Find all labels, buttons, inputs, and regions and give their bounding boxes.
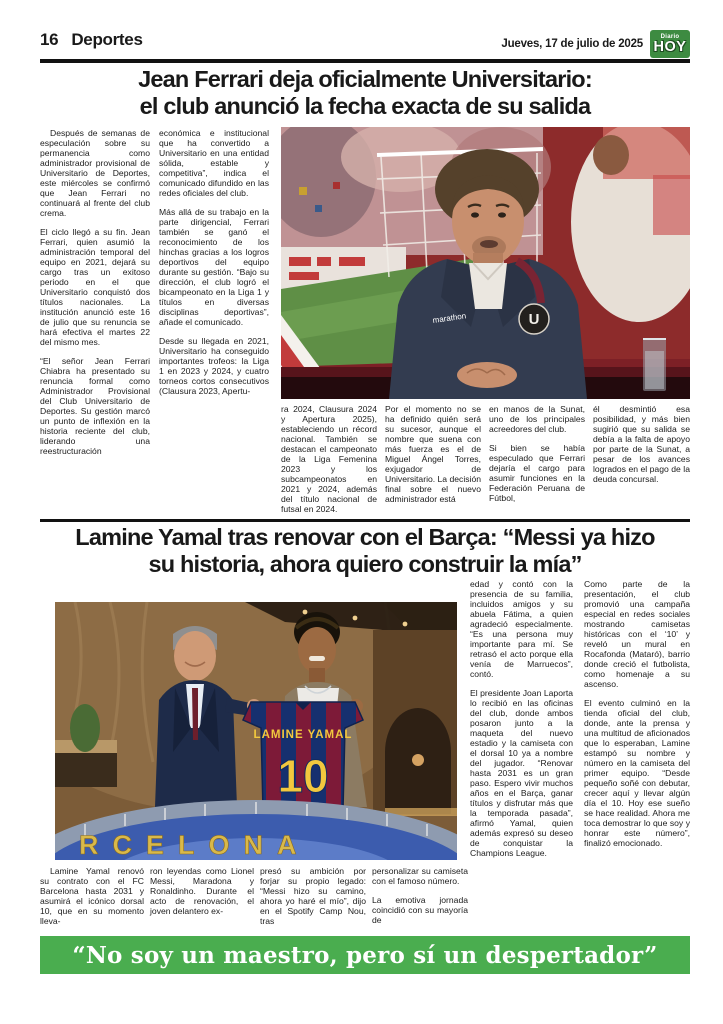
- article2-column-2: [150, 866, 254, 916]
- paragraph: en manos de la Sunat, uno de los principales acreedores del club.: [489, 404, 585, 434]
- paragraph: ron leyendas como Lionel Messi, Maradona y Ronaldinho. Durante el acto de renovación, el joven delantero ex-: [150, 866, 254, 916]
- headline-line: su historia, ahora quiero construir la mía”: [148, 551, 582, 577]
- article1-column-2: [159, 128, 269, 396]
- paragraph: él desmintió esa posibilidad, y más bien sugirió que su salida se debía a la falta de apoyo por parte de la Sunat, a pesar de los avances logrados en el pago de la deuda concursal.: [593, 404, 690, 484]
- jersey-number-text: 10: [277, 750, 329, 802]
- paragraph: Como parte de la presentación, el club promovió una campaña especial en redes sociales mostrando camisetas históricas con el ‘10’ y reveló un mural en Rocafonda (Mataró), barrio donde creció el futbolista, como homenaje a su ascenso.: [584, 579, 690, 689]
- quote-banner: [40, 936, 690, 974]
- paragraph: Por el momento no se ha definido quién será su sucesor, aunque el nombre que suena con más fuerza es el de Miguel Ángel Torres, exjugador de Universitario. La decisión final sobre el nuevo administrador está: [385, 404, 482, 504]
- press-conference-illustration: [281, 127, 690, 399]
- article2-headline: [38, 524, 692, 578]
- article2-column-3: [260, 866, 366, 926]
- universitario-crest-letter: U: [528, 311, 540, 328]
- svg-text:marathon: marathon: [432, 311, 467, 325]
- headline-line: el club anunció la fecha exacta de su salida: [139, 93, 591, 119]
- section-title: Deportes: [71, 30, 143, 49]
- article1-column-6: [593, 404, 690, 484]
- article2-column-4: [372, 866, 468, 925]
- headline-line: Lamine Yamal tras renovar con el Barça: “Messi ya hizo: [75, 524, 655, 550]
- stadium-model-letters: RCELONA: [79, 830, 311, 860]
- article1-column-4: [385, 404, 481, 504]
- paragraph: edad y contó con la presencia de su familia, incluidos amigos y su abuela Fátima, a quien agradeció especialmente. “Es una persona muy importante para mí. Se retrasó el acto porque ella venía de Marruecos”, contó.: [470, 579, 573, 679]
- paragraph: El ciclo llegó a su fin. Jean Ferrari, quien asumió la administración temporal del equipo en 2021, dejará su cargo tras un exitoso periodo en el que Universitario conquistó dos títulos nacionales. La institución anunció este 16 de julio que su renuncia se hará efectiva el martes 22 del mismo mes.: [40, 227, 150, 347]
- paragraph: Si bien se había especulado que Ferrari dejaría el cargo para asumir funciones en la Federación Peruana de Fútbol,: [489, 443, 585, 503]
- article2-column-5: [470, 579, 573, 858]
- article2-column-1: [40, 866, 144, 926]
- photo-jean-ferrari-press-conference: [281, 127, 690, 399]
- paragraph: El presidente Joan Laporta lo recibió en las oficinas del club, donde ambos posaron junto a la maqueta del nuevo estadio y la camiseta con el dorsal 10 ya a nombre del jugador. “Renovar hasta 2031 es un gran paso. Espero vivir muchos años en el Barça, ganar títulos y disfrutar más que la temporada pasada”, afirmó Yamal, quien además expresó su deseo de conquistar la Champions League.: [470, 688, 573, 858]
- jersey-name-text: LAMINE YAMAL: [253, 729, 353, 741]
- paragraph: Después de semanas de especulación sobre su permanencia como administrador provisional de Universitario de Deportes, este miércoles se confirmó que Jean Ferrari no continuará al frente del club crema.: [40, 128, 150, 218]
- dateline: [501, 30, 690, 58]
- paragraph: Más allá de su trabajo en la parte dirigencial, Ferrari también se ganó el reconocimiento de los hinchas gracias a los logros deportivos del equipo durante su gestión. “Bajo su dirección, el club logró el bicampeonato en la Liga 1 y títulos en diversas disciplinas deportivas”, añade el comunicado.: [159, 207, 269, 327]
- logo-main-text: HOY: [653, 38, 687, 55]
- logo-top-text: Diario: [660, 33, 680, 40]
- article-divider-rule: [40, 519, 690, 522]
- photo-lamine-yamal-renewal: [55, 602, 457, 860]
- diario-hoy-logo: [650, 30, 690, 58]
- paragraph: La emotiva jornada coincidió con su mayoría de: [372, 895, 468, 925]
- paragraph: Desde su llegada en 2021, Universitario ha conseguido importantes trofeos: la Liga 1 en 2023 y 2024, y cuatro torneos cortos consecutivos (Clausura 2023, Apertu-: [159, 336, 269, 396]
- paragraph: personalizar su camiseta con el famoso número.: [372, 866, 468, 886]
- header-rule: [40, 59, 690, 63]
- section-masthead: [40, 30, 143, 50]
- paragraph: presó su ambición por forjar su propio legado: “Messi hizo su camino, ahora yo haré el mío”, dijo en el Spotify Camp Nou, tras: [260, 866, 366, 926]
- quote-text: “No soy un maestro, pero sí un despertador”: [72, 941, 658, 969]
- paragraph: Lamine Yamal renovó su contrato con el FC Barcelona hasta 2031 y asumirá el icónico dorsal 10, que en su momento lleva-: [40, 866, 144, 926]
- issue-date: Jueves, 17 de julio de 2025: [501, 38, 643, 50]
- article1-column-1: [40, 128, 150, 456]
- paragraph: ra 2024, Clausura 2024 y Apertura 2025), estableciendo un récord nacional. También se destacan el campeonato de la Liga Femenina 2023 y los subcampeonatos en 2021 y 2024, además del título nacional de futsal en 2024.: [281, 404, 377, 514]
- article2-column-6: [584, 579, 690, 848]
- article1-column-5: [489, 404, 585, 503]
- page-number: 16: [40, 30, 59, 49]
- paragraph: “El señor Jean Ferrari Chiabra ha presentado su renuncia formal como Administrador Provisional del Club Universitario de Deportes. Su gestión marcó un punto de inflexión en la historia reciente del club, liderando una reestructuración: [40, 356, 150, 456]
- headline-line: Jean Ferrari deja oficialmente Universitario:: [138, 66, 592, 92]
- article1-column-3: [281, 404, 377, 514]
- article1-headline: [38, 66, 692, 120]
- paragraph: económica e institucional que ha convertido a Universitario en una entidad sólida, estable y competitiva”, indica el comunicado difundido en las redes oficiales del club.: [159, 128, 269, 198]
- paragraph: El evento culminó en la tienda oficial del club, donde, ante la prensa y una multitud de aficionados que lo esperaban, Lamine estampó su nombre y número en la camiseta del primer equipo. “Desde pequeño soñé con debutar, crecer aquí y llevar algún día el 10. Hoy ese sueño se hace realidad. Ahora me toca demostrar lo que soy y honrar este número”, finalizó emocionado.: [584, 698, 690, 848]
- renewal-ceremony-illustration: [55, 602, 457, 860]
